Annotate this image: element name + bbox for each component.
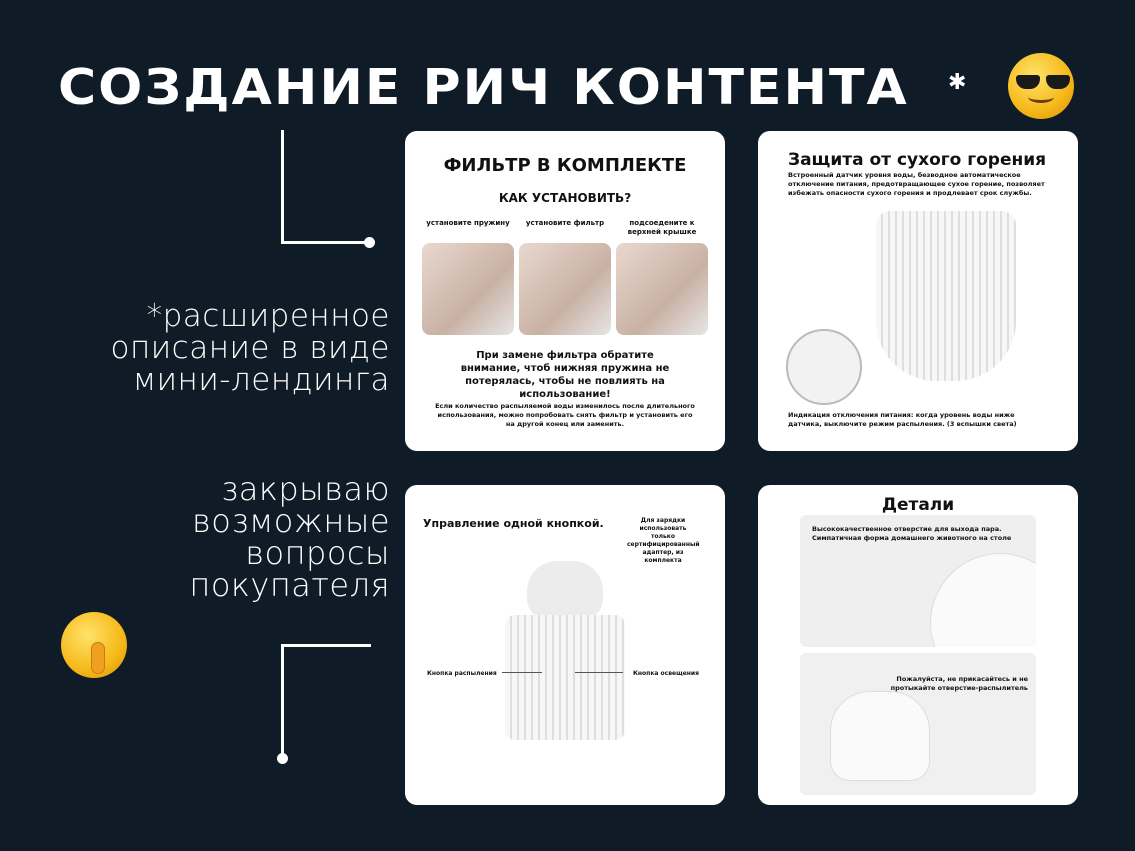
- card-filter: [405, 131, 725, 451]
- caption-line: покупателя: [189, 566, 390, 604]
- caption-line: *расширенное: [146, 298, 390, 334]
- card-note: При замене фильтра обратите внимание, чтоб нижняя пружина не потерялась, чтобы не повлиять на использование!: [460, 350, 670, 400]
- connector-line: [281, 130, 284, 243]
- charging-note: Для зарядки использовать только сертифицированный адаптер, из комплекта: [627, 517, 700, 564]
- card-description: Встроенный датчик уровня воды, безводное автоматическое отключение питания, предотвращающее сухое горение, позволяет избежать опасности сухого горения и продлевает срок службы.: [788, 171, 1045, 197]
- card-dry-burn-protection: [758, 131, 1078, 451]
- step-label: подсоедените к верхней крышке: [627, 219, 697, 236]
- detail-text-bottom: Пожалуйста, не прикасайтесь и не протыкайте отверстие-распылитель: [890, 675, 1028, 692]
- humidifier-image: [505, 615, 625, 740]
- card-footnote: Индикация отключения питания: когда уровень воды ниже датчика, выключите режим распыления. (3 вспышки света): [788, 411, 1017, 428]
- caption-line: вопросы: [245, 534, 390, 572]
- light-button-label: Кнопка освещения: [633, 670, 699, 677]
- step-photo: [616, 243, 708, 335]
- caption-extended-description: [111, 300, 390, 396]
- step-photo: [422, 243, 514, 335]
- connector-line: [575, 672, 623, 673]
- connector-line: [281, 644, 284, 758]
- step-label: установите фильтр: [525, 219, 605, 227]
- connector-line: [502, 672, 542, 673]
- page-title: СОЗДАНИЕ РИЧ КОНТЕНТА: [58, 59, 909, 117]
- step-label: установите пружину: [426, 219, 510, 227]
- card-subtitle: КАК УСТАНОВИТЬ?: [498, 191, 632, 205]
- detail-text-top: Высококачественное отверстие для выхода пара. Симпатичная форма домашнего животного на столе: [812, 525, 1012, 542]
- connector-dot: [277, 753, 288, 764]
- card-one-button-control: [405, 485, 725, 805]
- caption-line: возможные: [192, 502, 390, 540]
- sunglasses-emoji-icon: [1008, 53, 1074, 119]
- humidifier-image: [876, 211, 1016, 381]
- sensor-closeup-image: [786, 329, 862, 405]
- spray-button-label: Кнопка распыления: [427, 670, 497, 677]
- connector-line: [281, 241, 369, 244]
- card-title: Детали: [881, 495, 955, 515]
- connector-dot: [364, 237, 375, 248]
- caption-line: мини-лендинга: [132, 362, 390, 398]
- step-photo: [519, 243, 611, 335]
- connector-line: [281, 644, 371, 647]
- caption-line: закрываю: [220, 470, 390, 508]
- card-title: Защита от сухого горения: [788, 150, 1047, 170]
- caption-line: описание в виде: [110, 330, 390, 366]
- cat-ears-image: [527, 561, 603, 619]
- star-icon: ✱: [948, 70, 967, 95]
- caption-buyer-questions: [189, 470, 390, 604]
- shushing-emoji-icon: [61, 612, 127, 678]
- card-details: [758, 485, 1078, 805]
- card-title: Управление одной кнопкой.: [423, 517, 604, 530]
- card-footnote: Если количество распыляемой воды изменилось после длительного использования, можно попробовать снять фильтр и установить его на другой конец или заменить.: [435, 402, 695, 428]
- card-title: ФИЛЬТР В КОМПЛЕКТЕ: [443, 155, 687, 176]
